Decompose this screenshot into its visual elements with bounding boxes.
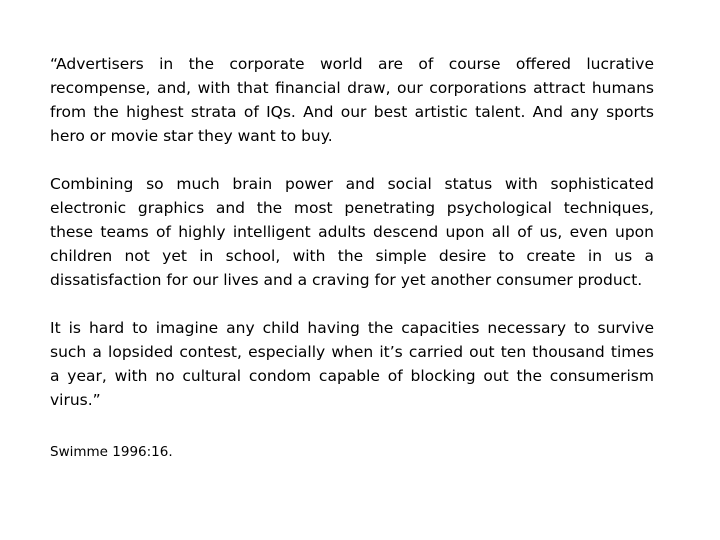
quote-block <box>50 52 654 462</box>
quote-paragraph-1: “Advertisers in the corporate world are of course offered lucrative recompense, and, with that financial draw, our corporations attract humans from the highest strata of IQs. And our best artistic talent. And any sports hero or movie star they want to buy. <box>50 55 654 145</box>
quote-paragraph-3: It is hard to imagine any child having the capacities necessary to survive such a lopsided contest, especially when it’s carried out ten thousand times a year, with no cultural condom capable of blocking out the consumerism virus.” <box>50 319 654 409</box>
citation: Swimme 1996:16. <box>50 444 173 460</box>
quote-paragraph-2: Combining so much brain power and social status with sophisticated electronic graphics and the most penetrating psychological techniques, these teams of highly intelligent adults descend upon all of us, even upon children not yet in school, with the simple desire to create in us a dissatisfaction for our lives and a craving for yet another consumer product. <box>50 175 654 289</box>
